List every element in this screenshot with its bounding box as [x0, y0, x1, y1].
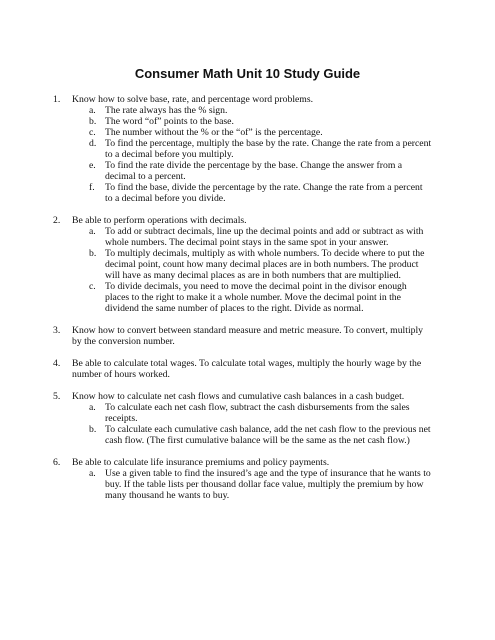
item-text: Be able to calculate life insurance premiums and policy payments. — [72, 457, 330, 468]
sub-item-text: To calculate each cumulative cash balance, add the net cash flow to the previous net cash flow. (The first cumulative balance will be the same as the net cash flow.) — [105, 424, 431, 446]
sub-item-letter: b. — [89, 116, 97, 127]
item-number: 6. — [53, 457, 61, 468]
item-text: Know how to convert between standard measure and metric measure. To convert, multiply by the conversion number. — [72, 325, 424, 347]
sub-item — [72, 182, 432, 204]
sub-item-text: To find the percentage, multiply the base by the rate. Change the rate from a percent to a decimal before you multiply. — [105, 138, 432, 160]
sub-item — [72, 116, 432, 127]
list-item — [53, 215, 432, 314]
sub-item — [72, 281, 432, 314]
sub-item-letter: a. — [89, 468, 96, 479]
item-number: 2. — [53, 215, 61, 226]
item-number: 4. — [53, 358, 61, 369]
list-item — [53, 391, 432, 446]
sub-item-letter: a. — [89, 105, 96, 116]
item-text: Know how to calculate net cash flows and cumulative cash balances in a cash budget. — [72, 391, 405, 402]
item-text: Be able to calculate total wages. To calculate total wages, multiply the hourly wage by the number of hours worked. — [72, 358, 422, 380]
sub-item-text: To multiply decimals, multiply as with whole numbers. To decide where to put the decimal point, count how many decimal places are in both numbers. The product will have as many decimal places as are in both numbers that are multiplied. — [105, 248, 425, 281]
list-item — [53, 358, 432, 380]
sub-item-text: To calculate each net cash flow, subtract the cash disbursements from the sales receipts. — [105, 402, 410, 424]
sub-item-text: The number without the % or the “of” is the percentage. — [105, 127, 323, 138]
sub-item — [72, 138, 432, 160]
sub-item-letter: e. — [89, 160, 96, 171]
sub-item-letter: a. — [89, 402, 96, 413]
sub-item-letter: c. — [89, 127, 96, 138]
sub-item — [72, 105, 432, 116]
sub-item-letter: f. — [89, 182, 95, 193]
sub-item — [72, 248, 432, 281]
sub-item — [72, 424, 432, 446]
sub-item — [72, 402, 432, 424]
sub-item-text: The word “of” points to the base. — [105, 116, 234, 127]
item-number: 3. — [53, 325, 61, 336]
sub-item-text: To add or subtract decimals, line up the decimal points and add or subtract as with whole numbers. The decimal point stays in the same spot in your answer. — [105, 226, 424, 248]
item-text: Know how to solve base, rate, and percentage word problems. — [72, 94, 314, 105]
sub-item-text: To find the base, divide the percentage by the rate. Change the rate from a percent to a decimal before you divide. — [105, 182, 423, 204]
sub-item-text: The rate always has the % sign. — [105, 105, 228, 116]
page-title: Consumer Math Unit 10 Study Guide — [134, 66, 361, 81]
sub-item-text: To find the rate divide the percentage by the base. Change the answer from a decimal to a percent. — [105, 160, 403, 182]
item-number: 5. — [53, 391, 61, 402]
item-number: 1. — [53, 94, 61, 105]
sub-item-text: Use a given table to find the insured’s age and the type of insurance that he wants to buy. If the table lists per thousand dollar face value, multiply the premium by how many thousand he wants to buy. — [105, 468, 431, 501]
sub-item-letter: b. — [89, 424, 97, 435]
item-text: Be able to perform operations with decimals. — [72, 215, 247, 226]
list-item — [53, 457, 432, 501]
sub-item-letter: d. — [89, 138, 97, 149]
sub-item — [72, 468, 432, 501]
study-guide-list — [53, 94, 432, 512]
sub-item-letter: c. — [89, 281, 96, 292]
sub-item — [72, 226, 432, 248]
sub-item-letter: b. — [89, 248, 97, 259]
sub-item-letter: a. — [89, 226, 96, 237]
list-item — [53, 325, 432, 347]
sub-item — [72, 127, 432, 138]
list-item — [53, 94, 432, 204]
sub-item-text: To divide decimals, you need to move the decimal point in the divisor enough places to the right to make it a whole number. Move the decimal point in the dividend the same number of places to the right. Divide as normal. — [105, 281, 407, 314]
sub-item — [72, 160, 432, 182]
